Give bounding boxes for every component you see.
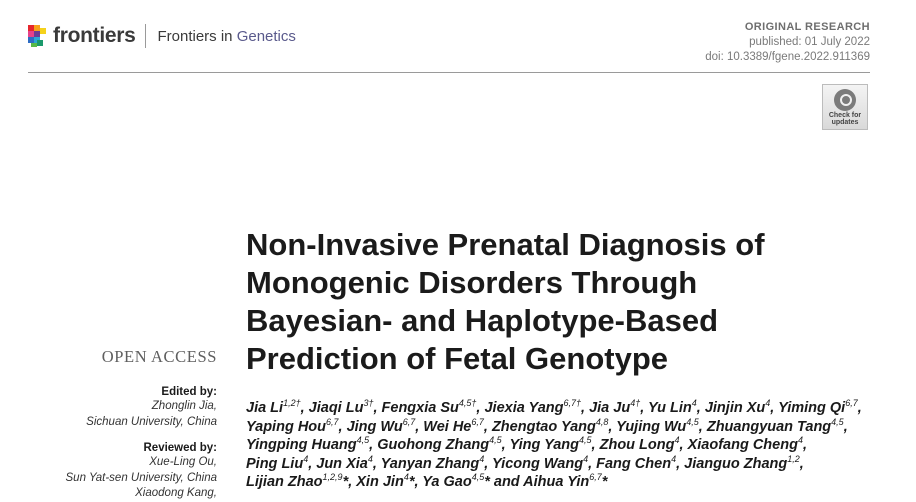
author-name[interactable]: , Zhou Long [591,437,675,453]
affiliation-sup: 4 [691,398,697,409]
editor-line: Sichuan University, China [86,415,217,428]
author-name[interactable]: , Yiming Qi [770,400,846,416]
author-line [246,473,878,492]
affiliation-sup: 4,5 [356,435,370,446]
edited-by-section [40,385,217,430]
reviewer-line: Xue-Ling Ou, [149,456,217,468]
author-name[interactable]: * and Aihua Yin [484,474,590,490]
author-name[interactable]: , Jun Xia [308,455,368,472]
journal-name: Frontiers in Genetics [157,27,296,45]
author-name[interactable]: Lijian Zhao [246,474,323,490]
affiliation-sup: 4,5† [458,398,477,409]
published-date: published: 01 July 2022 [749,36,870,48]
edited-by-label: Edited by: [161,386,217,398]
author-list [246,399,878,492]
affiliation-sup: 6,7 [326,416,339,427]
author-name[interactable]: Yaping Hou [246,418,327,435]
check-for-updates-button[interactable] [822,84,868,130]
article-meta [705,20,870,65]
author-name[interactable]: , Yanyan Zhang [372,455,480,472]
affiliation-sup: 6,7 [845,398,858,409]
affiliation-sup: 1,2,9 [322,472,343,483]
author-name[interactable]: , Guohong Zhang [369,437,490,453]
author-name[interactable]: , Jinjin Xu [696,400,766,416]
affiliation-sup: 4 [403,472,409,483]
author-name[interactable]: , Ying Yang [501,437,580,453]
affiliation-sup: 4 [479,453,485,464]
affiliation-sup: 4,8 [595,416,609,427]
journal-logo[interactable] [28,24,296,48]
author-name[interactable]: , Wei He [415,418,472,435]
author-name[interactable]: , Zhengtao Yang [483,418,596,435]
affiliation-sup: 4 [765,398,771,409]
affiliation-sup: 4 [303,453,309,464]
author-name[interactable]: , Jia Ju [581,400,631,416]
affiliation-sup: 6,7 [402,416,416,427]
frontiers-logo-icon [28,25,48,47]
author-name[interactable]: , Fengxia Su [373,400,459,416]
logo-divider [145,24,146,48]
author-name[interactable]: , Yicong Wang [484,455,584,472]
author-name[interactable]: , Jiexia Yang [476,400,564,416]
affiliation-sup: 4 [583,453,589,464]
author-line [246,455,878,474]
author-name[interactable]: , Jing Wu [338,418,403,435]
author-name[interactable]: , [799,455,804,472]
affiliation-sup: 4,5 [579,435,592,446]
affiliation-sup: 6,7 [471,416,484,427]
article-header [28,20,870,73]
badge-line-2: updates [831,119,859,126]
author-name[interactable]: , [857,400,862,416]
author-name[interactable]: , [843,418,848,435]
article-type: ORIGINAL RESEARCH [744,21,870,33]
affiliation-sup: 4 [797,435,803,446]
author-line [246,418,878,437]
logo-wordmark: frontiers [53,24,136,47]
author-name[interactable]: , Jiaqi Lu [300,400,364,416]
affiliation-sup: 4,5 [831,416,844,427]
author-name[interactable]: Yingping Huang [246,437,357,453]
reviewer-line: Sun Yat-sen University, China [65,471,217,484]
affiliation-sup: 4,5 [686,416,699,427]
open-access-label: OPEN ACCESS [101,347,217,366]
title-line: Prediction of Fetal Genotype [246,341,668,376]
badge-line-1: Check for [828,112,862,119]
journal-subject: Genetics [236,27,296,45]
author-name[interactable]: *, Ya Gao [408,474,472,490]
reviewer-line: Xiaodong Kang, [135,487,217,499]
author-name[interactable]: , Yujing Wu [608,418,687,435]
affiliation-sup: 1,2† [283,398,301,409]
author-name[interactable]: * [601,474,608,490]
author-name[interactable]: , [802,437,807,453]
affiliation-sup: 4 [674,435,680,446]
affiliation-sup: 4 [367,453,373,464]
reviewed-by-label: Reviewed by: [143,442,217,454]
author-name[interactable]: , Zhuangyuan Tang [698,418,832,435]
affiliation-sup: 3† [363,398,374,409]
affiliation-sup: 1,2 [787,453,800,464]
author-name[interactable]: , Fang Chen [588,455,672,472]
author-name[interactable]: Ping Liu [246,455,304,472]
affiliation-sup: 4,5 [489,435,502,446]
affiliation-sup: 4 [671,453,677,464]
author-name[interactable]: , Xiaofang Cheng [679,437,798,453]
title-line: Bayesian- and Haplotype-Based [246,303,719,338]
editor-line: Zhonglin Jia, [151,400,217,412]
article-title [246,226,876,378]
doi-link[interactable]: doi: 10.3389/fgene.2022.911369 [705,51,870,63]
affiliation-sup: 6,7 [589,472,602,483]
author-name[interactable]: *, Xin Jin [342,474,404,490]
check-updates-icon [834,89,856,111]
author-line [246,436,878,455]
author-name[interactable]: , Yu Lin [640,400,692,416]
author-name[interactable]: , Jianguo Zhang [676,455,788,472]
reviewed-by-section [40,441,217,502]
affiliation-sup: 6,7† [563,398,582,409]
title-line: Monogenic Disorders Through [246,265,698,300]
affiliation-sup: 4† [630,398,641,409]
title-line: Non-Invasive Prenatal Diagnosis of [246,227,765,262]
affiliation-sup: 4,5 [471,472,485,483]
author-line [246,399,878,418]
author-name[interactable]: Jia Li [246,400,284,416]
